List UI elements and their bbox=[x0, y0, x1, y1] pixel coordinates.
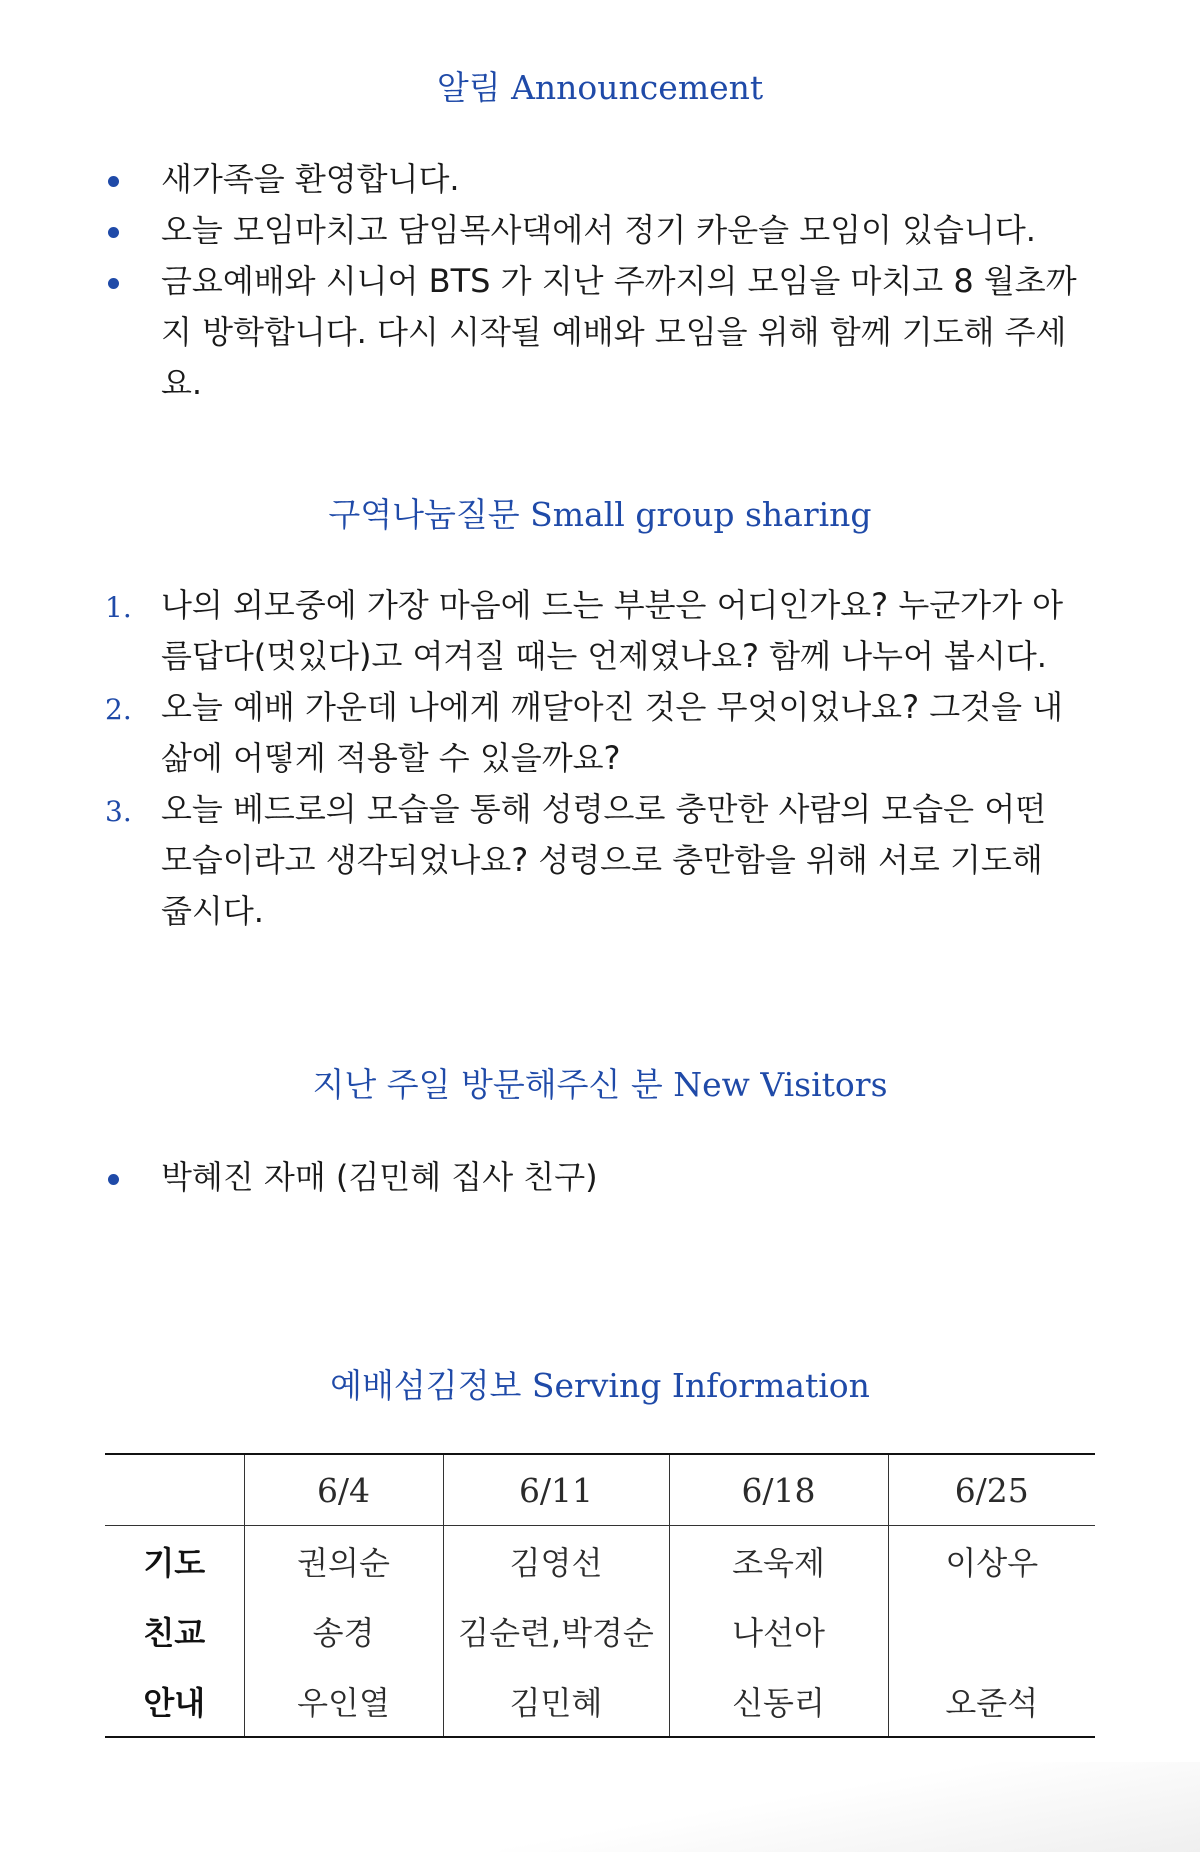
table-cell: 김민혜 bbox=[443, 1666, 669, 1737]
table-row bbox=[105, 1666, 1095, 1737]
table-cell: 김영선 bbox=[443, 1526, 669, 1597]
bullet-icon bbox=[108, 227, 119, 238]
visitors-list bbox=[0, 1152, 1200, 1203]
sharing-item bbox=[0, 682, 1081, 784]
item-number: 3. bbox=[105, 795, 132, 828]
item-number: 2. bbox=[105, 693, 132, 726]
table-cell bbox=[888, 1596, 1095, 1666]
table-header-row bbox=[105, 1454, 1095, 1526]
table-cell: 김순련,박경순 bbox=[443, 1596, 669, 1666]
announcement-item bbox=[0, 256, 1081, 409]
announcement-text: 오늘 모임마치고 담임목사댁에서 정기 카운슬 모임이 있습니다. bbox=[161, 211, 1036, 249]
sharing-text: 나의 외모중에 가장 마음에 드는 부분은 어디인가요? 누군가가 아름답다(멋있다)고 여겨질 때는 언제였나요? 함께 나누어 봅시다. bbox=[161, 586, 1064, 675]
sharing-heading: 구역나눔질문 Small group sharing bbox=[328, 495, 872, 534]
sharing-item bbox=[0, 580, 1081, 682]
date-header: 6/4 bbox=[244, 1454, 443, 1526]
role-cell: 안내 bbox=[105, 1666, 244, 1737]
announcement-item bbox=[0, 205, 1081, 256]
sharing-text: 오늘 예배 가운데 나에게 깨달아진 것은 무엇이었나요? 그것을 내 삶에 어떻게 적용할 수 있을까요? bbox=[161, 688, 1064, 777]
date-header: 6/25 bbox=[888, 1454, 1095, 1526]
visitors-heading: 지난 주일 방문해주신 분 New Visitors bbox=[312, 1065, 888, 1104]
sharing-list bbox=[0, 580, 1200, 937]
bullet-icon bbox=[108, 1174, 119, 1185]
bullet-icon bbox=[108, 278, 119, 289]
announcement-heading: 알림 Announcement bbox=[436, 68, 764, 107]
table-row bbox=[105, 1596, 1095, 1666]
announcement-item bbox=[0, 154, 1081, 205]
corner-cell bbox=[105, 1454, 244, 1526]
table-cell: 송경 bbox=[244, 1596, 443, 1666]
role-cell: 친교 bbox=[143, 1614, 206, 1652]
table-row bbox=[105, 1526, 1095, 1597]
table-cell: 조욱제 bbox=[669, 1526, 888, 1597]
table-cell: 우인열 bbox=[244, 1666, 443, 1737]
page-shadow bbox=[500, 1762, 1200, 1852]
announcement-text: 새가족을 환영합니다. bbox=[161, 160, 460, 198]
role-cell: 기도 bbox=[143, 1544, 206, 1582]
date-header: 6/18 bbox=[669, 1454, 888, 1526]
table-cell: 오준석 bbox=[888, 1666, 1095, 1737]
table-cell: 이상우 bbox=[888, 1526, 1095, 1597]
visitor-item bbox=[0, 1152, 1081, 1203]
sharing-item bbox=[0, 784, 1081, 937]
table-cell: 권의순 bbox=[244, 1526, 443, 1597]
sharing-text: 오늘 베드로의 모습을 통해 성령으로 충만한 사람의 모습은 어떤 모습이라고 생각되었나요? 성령으로 충만함을 위해 서로 기도해 줍시다. bbox=[161, 790, 1047, 930]
date-header: 6/11 bbox=[443, 1454, 669, 1526]
item-number: 1. bbox=[105, 591, 132, 624]
announcement-list bbox=[0, 154, 1200, 409]
table-cell: 신동리 bbox=[669, 1666, 888, 1737]
table-cell: 나선아 bbox=[669, 1596, 888, 1666]
serving-table bbox=[105, 1453, 1095, 1738]
serving-heading: 예배섬김정보 Serving Information bbox=[330, 1366, 870, 1405]
visitor-text: 박혜진 자매 (김민혜 집사 친구) bbox=[161, 1158, 598, 1196]
bullet-icon bbox=[108, 176, 119, 187]
announcement-text: 금요예배와 시니어 BTS 가 지난 주까지의 모임을 마치고 8 월초까지 방학합니다. 다시 시작될 예배와 모임을 위해 함께 기도해 주세요. bbox=[161, 262, 1077, 402]
